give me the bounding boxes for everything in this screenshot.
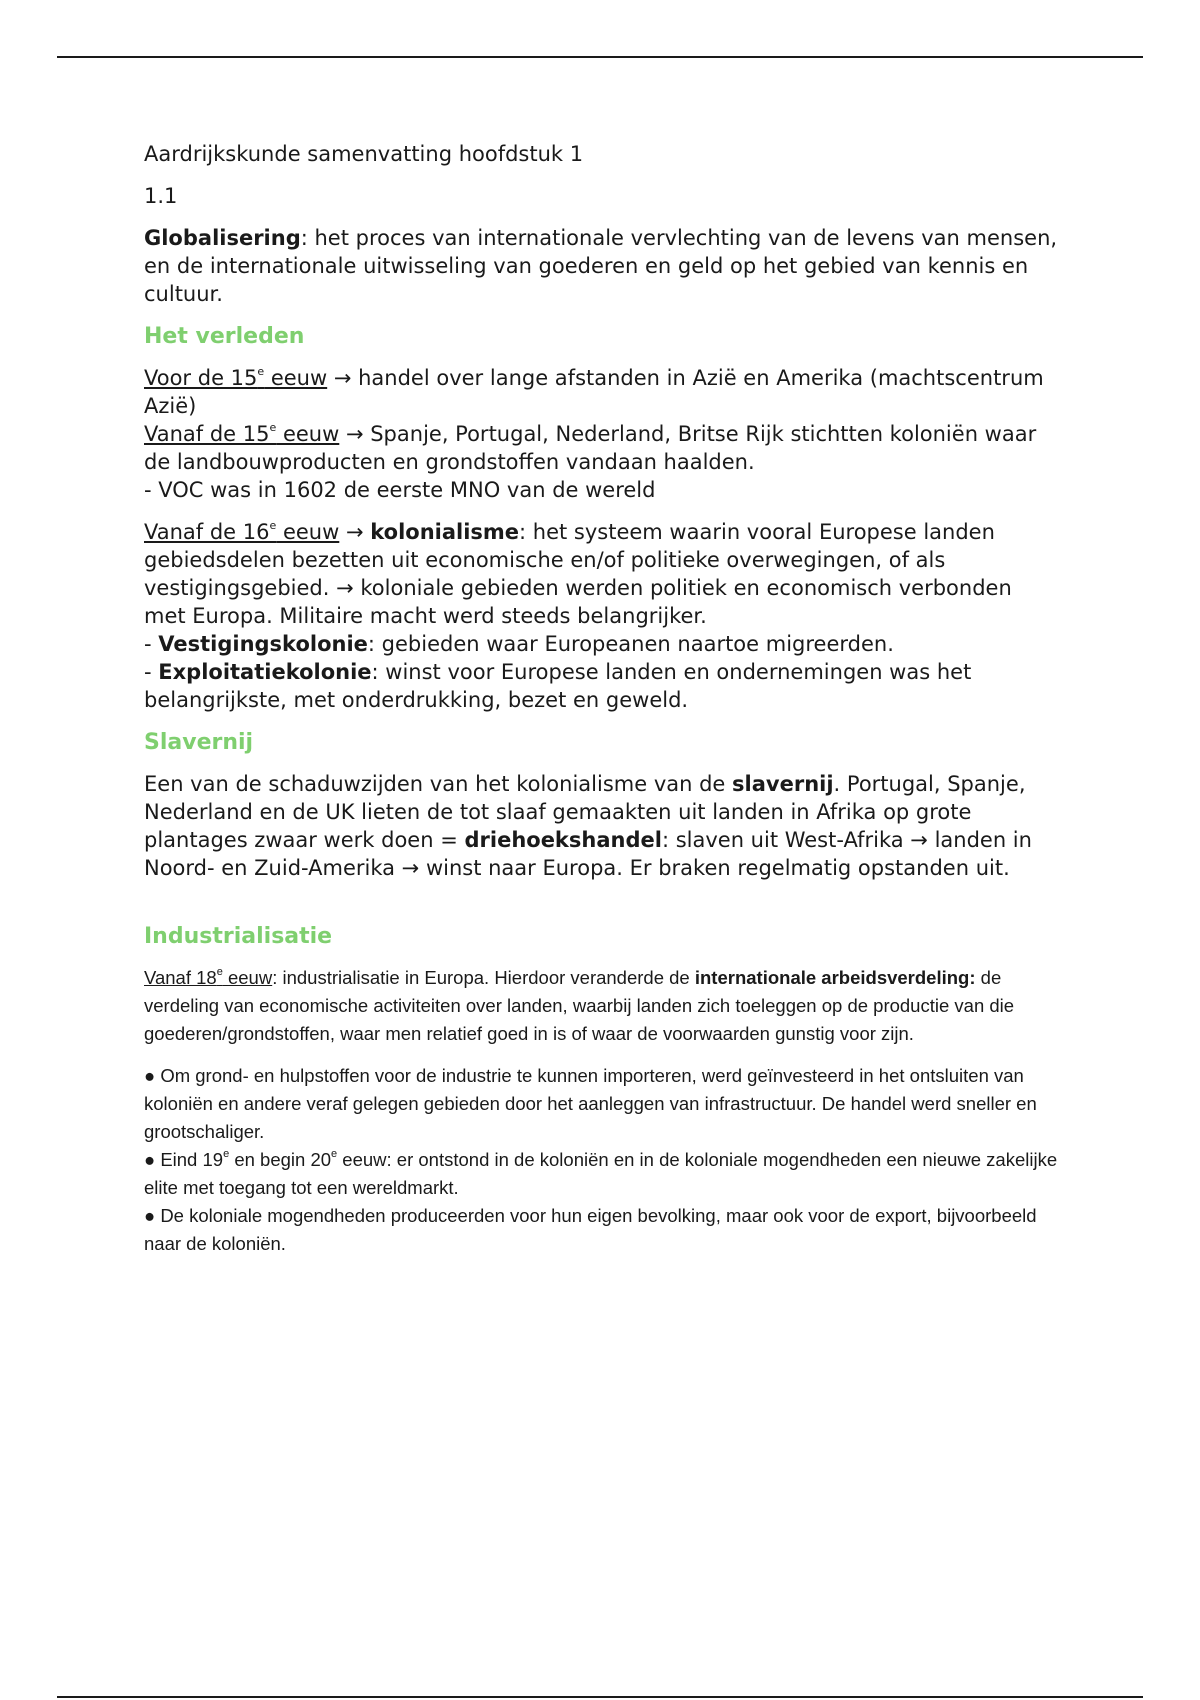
paragraph-slavernij: Een van de schaduwzijden van het kolonialisme van de slavernij. Portugal, Spanje, Nederland en de UK lieten de tot slaaf gemaakten uit landen in Afrika op grote plantages zwaar werk doen = driehoekshandel: slaven uit West-Afrika → landen in Noord- en Zuid-Amerika → winst naar Europa. Er braken regelmatig opstanden uit. <box>144 772 1032 880</box>
bullet-infrastructuur: ● Om grond- en hulpstoffen voor de industrie te kunnen importeren, werd geïnvesteerd in het ontsluiten van koloniën en andere veraf gelegen gebieden door het aanleggen van infrastructuur. De handel werd sneller en grootschaliger. <box>144 1065 1037 1142</box>
paragraph-verleden-1 <box>144 364 1059 504</box>
term-internationale-arbeidsverdeling: internationale arbeidsverdeling: <box>694 967 976 988</box>
globalisering-definition: : het proces van internationale vervlechting van de levens van mensen, en de internationale uitwisseling van goederen en geld op het gebied van kennis en cultuur. <box>144 226 1058 306</box>
line-voor-15e: Voor de 15e eeuw → handel over lange afstanden in Azië en Amerika (machtscentrum Azië) <box>144 365 1044 418</box>
heading-het-verleden: Het verleden <box>144 324 305 349</box>
label-vanaf-16e: Vanaf de 16e eeuw <box>144 519 340 544</box>
label-vanaf-18e: Vanaf 18e eeuw <box>144 965 273 988</box>
label-voor-15e: Voor de 15e eeuw <box>144 365 328 390</box>
line-exploitatiekolonie: - Exploitatiekolonie: winst voor Europese landen en ondernemingen was het belangrijkste, met onderdrukking, bezet en geweld. <box>144 660 972 712</box>
document-title: Aardrijkskunde samenvatting hoofdstuk 1 <box>144 142 584 166</box>
footer-rule <box>57 1696 1143 1698</box>
paragraph-industrialisatie: Vanaf 18e eeuw: industrialisatie in Europa. Hierdoor veranderde de internationale arbeidsverdeling: de verdeling van economische activiteiten over landen, waarbij landen zich toeleggen op de productie van die goederen/grondstoffen, waar men relatief goed in is of waar de voorwaarden gunstig voor zijn. <box>144 965 1015 1044</box>
term-driehoekshandel: driehoekshandel <box>464 828 662 852</box>
document-body <box>144 140 1059 1258</box>
bullet-export: ● De koloniale mogendheden produceerden voor hun eigen bevolking, maar ook voor de export, bijvoorbeeld naar de koloniën. <box>144 1205 1037 1254</box>
line-voc: - VOC was in 1602 de eerste MNO van de wereld <box>144 478 656 502</box>
line-vestigingskolonie: - Vestigingskolonie: gebieden waar Europeanen naartoe migreerden. <box>144 632 894 656</box>
heading-industrialisatie: Industrialisatie <box>144 924 333 949</box>
term-kolonialisme: kolonialisme <box>370 520 520 544</box>
section-number: 1.1 <box>144 184 178 208</box>
line-vanaf-15e: Vanaf de 15e eeuw → Spanje, Portugal, Nederland, Britse Rijk stichtten koloniën waar de landbouwproducten en grondstoffen vandaan haalden. <box>144 421 1037 474</box>
industrialisatie-block <box>144 964 1059 1258</box>
term-vestigingskolonie: Vestigingskolonie <box>158 632 368 656</box>
paragraph-verleden-2 <box>144 518 1059 714</box>
term-exploitatiekolonie: Exploitatiekolonie <box>158 660 372 684</box>
bullet-zakelijke-elite: ● Eind 19e en begin 20e eeuw: er ontstond in de koloniën en in de koloniale mogendheden een nieuwe zakelijke elite met toegang tot een wereldmarkt. <box>144 1147 1058 1198</box>
header-rule <box>57 56 1143 58</box>
heading-slavernij: Slavernij <box>144 730 254 755</box>
line-vanaf-16e: Vanaf de 16e eeuw → kolonialisme: het systeem waarin vooral Europese landen gebiedsdelen bezetten uit economische en/of politieke overwegingen, of als vestigingsgebied. → koloniale gebieden werden politiek en economisch verbonden met Europa. Militaire macht werd steeds belangrijker. <box>144 519 1012 628</box>
term-slavernij: slavernij <box>732 772 834 796</box>
term-globalisering: Globalisering <box>144 226 301 250</box>
paragraph-globalisering <box>144 224 1059 308</box>
spacer <box>144 882 1059 922</box>
label-vanaf-15e: Vanaf de 15e eeuw <box>144 421 340 446</box>
